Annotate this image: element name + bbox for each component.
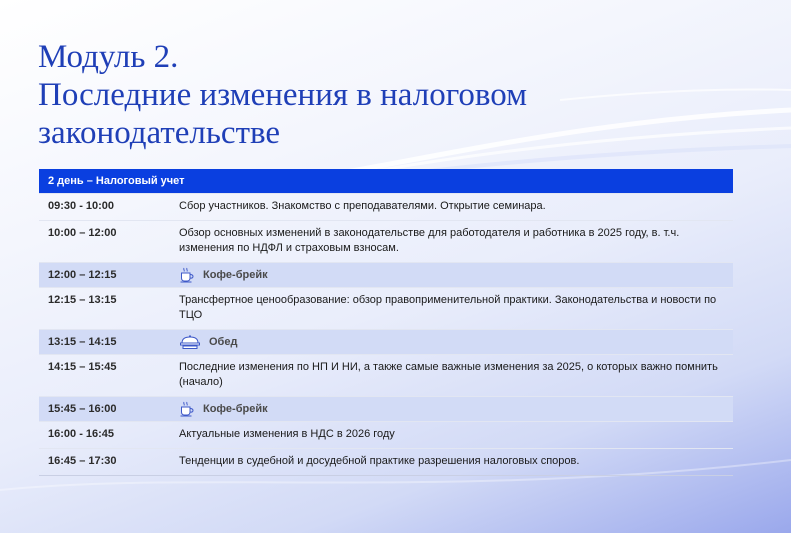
row-time: 16:45 – 17:30 <box>48 455 117 467</box>
row-description: Обзор основных изменений в законодательстве для работодателя и работника в 2025 году, в. т.ч. изменения по НДФЛ и страховым взносам. <box>179 227 680 254</box>
break-row <box>39 262 733 287</box>
break-label: Кофе-брейк <box>203 403 268 415</box>
page-title <box>38 38 738 152</box>
row-time: 12:00 – 12:15 <box>48 269 117 281</box>
row-time: 14:15 – 15:45 <box>48 361 117 373</box>
coffee-cup-icon <box>179 401 195 417</box>
row-time: 09:30 - 10:00 <box>48 200 115 212</box>
row-time: 12:15 – 13:15 <box>48 294 117 306</box>
table-row <box>39 421 733 448</box>
table-row <box>39 354 733 396</box>
title-line-3: законодательстве <box>38 115 281 151</box>
row-time: 16:00 - 16:45 <box>48 428 115 440</box>
break-row <box>39 329 733 354</box>
row-description: Тенденции в судебной и досудебной практике разрешения налоговых споров. <box>179 455 580 467</box>
row-description: Сбор участников. Знакомство с преподавателями. Открытие семинара. <box>179 200 546 212</box>
title-line-2: Последние изменения в налоговом <box>38 77 528 113</box>
schedule-table <box>39 169 733 476</box>
table-row <box>39 193 733 220</box>
break-label: Обед <box>209 336 238 348</box>
row-description: Актуальные изменения в НДС в 2026 году <box>179 428 395 440</box>
break-row <box>39 396 733 421</box>
table-row <box>39 448 733 475</box>
coffee-cup-icon <box>179 267 195 283</box>
row-time: 13:15 – 14:15 <box>48 336 117 348</box>
row-time: 10:00 – 12:00 <box>48 227 117 239</box>
row-time: 15:45 – 16:00 <box>48 403 117 415</box>
row-description: Трансфертное ценообразование: обзор правоприменительной практики. Законодательства и новости по ТЦО <box>179 294 717 321</box>
table-row <box>39 220 733 262</box>
schedule-header: 2 день – Налоговый учет <box>39 169 733 193</box>
break-label: Кофе-брейк <box>203 269 268 281</box>
row-description: Последние изменения по НП И НИ, а также самые важные изменения за 2025, о которых важно помнить (начало) <box>179 361 718 388</box>
lunch-icon <box>179 334 201 350</box>
table-row <box>39 287 733 329</box>
title-line-1: Модуль 2. <box>38 39 179 75</box>
